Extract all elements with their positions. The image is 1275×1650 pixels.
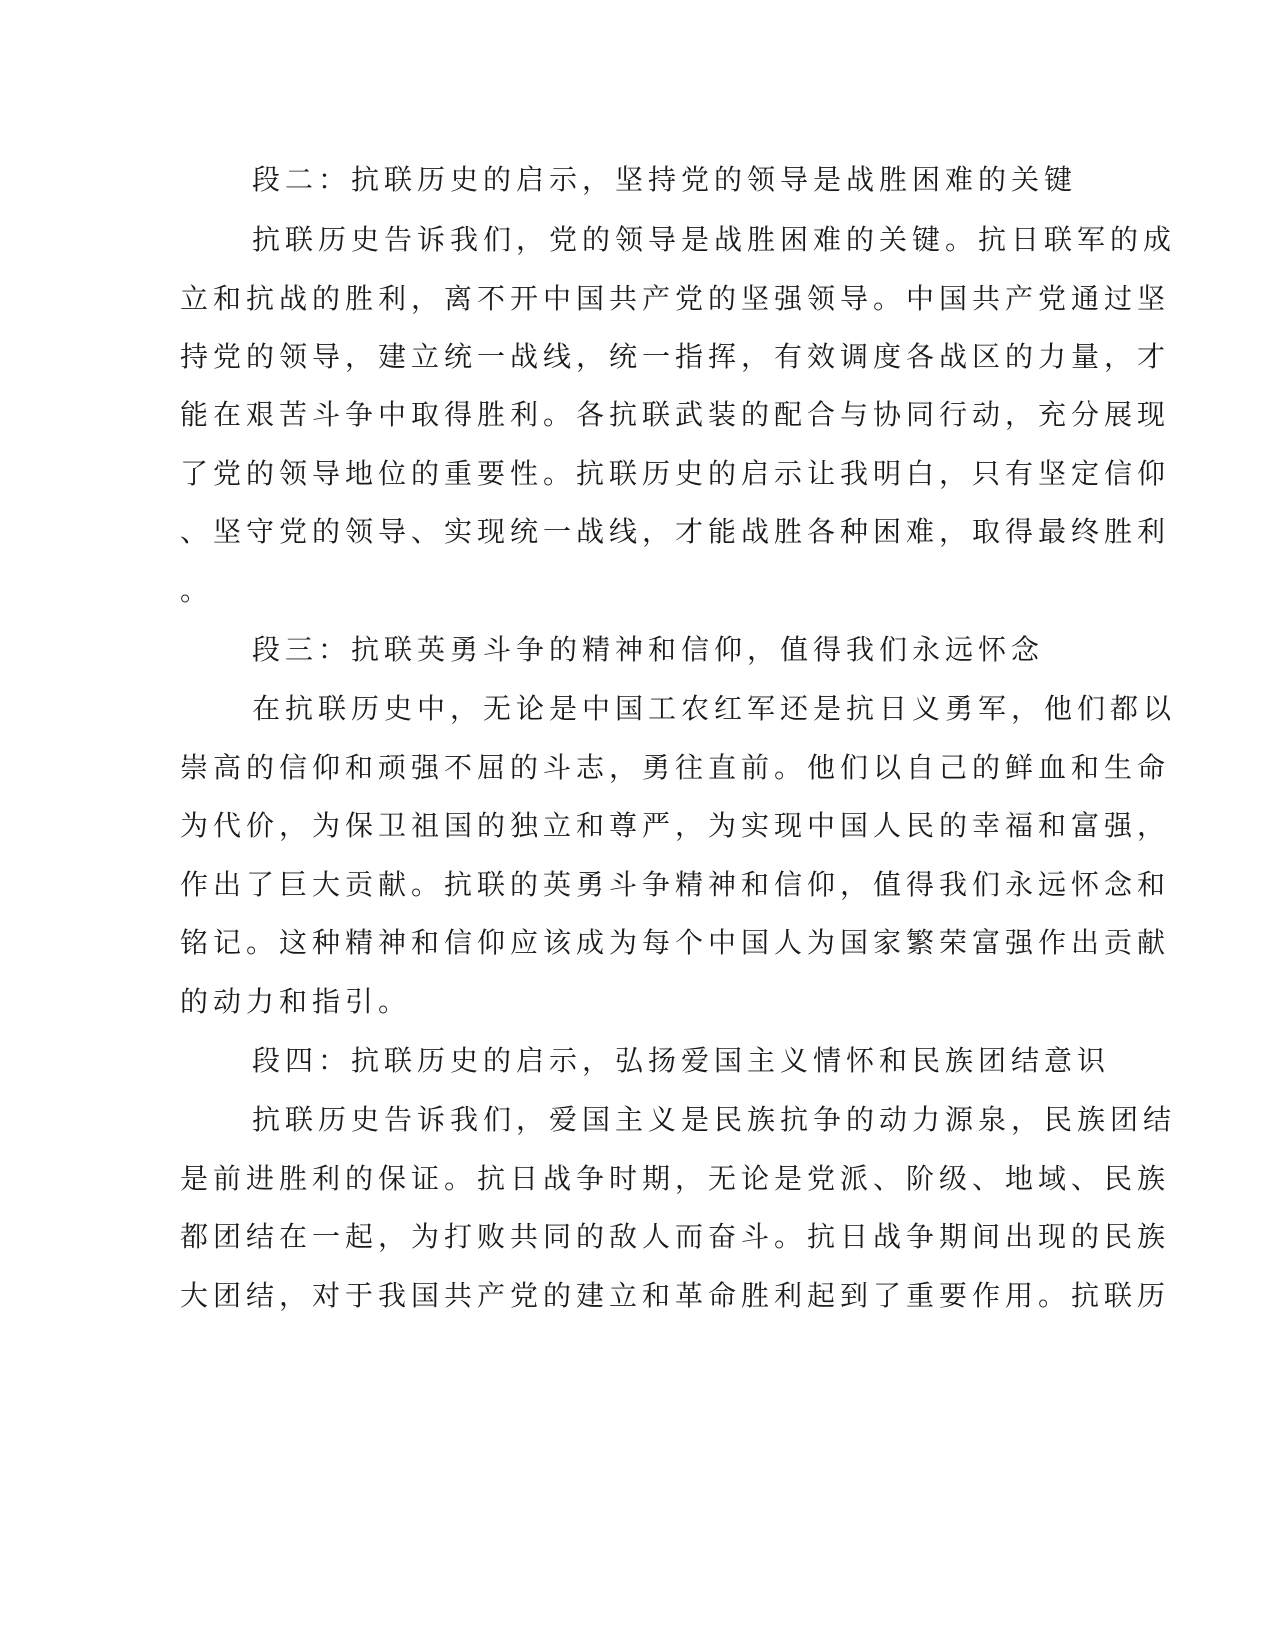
section-heading: 段三：抗联英勇斗争的精神和信仰，值得我们永远怀念: [252, 633, 1045, 666]
paragraph-line: 大团结，对于我国共产党的建立和革命胜利起到了重要作用。抗联历: [180, 1279, 1171, 1312]
paragraph-line: 都团结在一起，为打败共同的敌人而奋斗。抗日战争期间出现的民族: [180, 1220, 1171, 1253]
paragraph-line: 立和抗战的胜利，离不开中国共产党的坚强领导。中国共产党通过坚: [180, 282, 1171, 315]
paragraph-line: 作出了巨大贡献。抗联的英勇斗争精神和信仰，值得我们永远怀念和: [180, 868, 1171, 901]
paragraph-line: 在抗联历史中，无论是中国工农红军还是抗日义勇军，他们都以: [252, 692, 1177, 725]
paragraph-line: 抗联历史告诉我们，党的领导是战胜困难的关键。抗日联军的成: [252, 223, 1177, 256]
paragraph-line: 能在艰苦斗争中取得胜利。各抗联武装的配合与协同行动，充分展现: [180, 398, 1171, 431]
paragraph-line: 的动力和指引。: [180, 985, 412, 1018]
paragraph-line: 、坚守党的领导、实现统一战线，才能战胜各种困难，取得最终胜利: [180, 515, 1171, 548]
section-heading: 段四：抗联历史的启示，弘扬爱国主义情怀和民族团结意识: [252, 1044, 1111, 1077]
paragraph-line: 。: [180, 574, 214, 607]
paragraph-line: 崇高的信仰和顽强不屈的斗志，勇往直前。他们以自己的鲜血和生命: [180, 751, 1171, 784]
paragraph-line: 抗联历史告诉我们，爱国主义是民族抗争的动力源泉，民族团结: [252, 1103, 1177, 1136]
paragraph-line: 铭记。这种精神和信仰应该成为每个中国人为国家繁荣富强作出贡献: [180, 926, 1171, 959]
paragraph-line: 持党的领导，建立统一战线，统一指挥，有效调度各战区的力量，才: [180, 340, 1171, 373]
paragraph-line: 是前进胜利的保证。抗日战争时期，无论是党派、阶级、地域、民族: [180, 1162, 1171, 1195]
section-heading: 段二：抗联历史的启示，坚持党的领导是战胜困难的关键: [252, 163, 1078, 196]
paragraph-line: 为代价，为保卫祖国的独立和尊严，为实现中国人民的幸福和富强，: [180, 809, 1171, 842]
paragraph-line: 了党的领导地位的重要性。抗联历史的启示让我明白，只有坚定信仰: [180, 457, 1171, 490]
